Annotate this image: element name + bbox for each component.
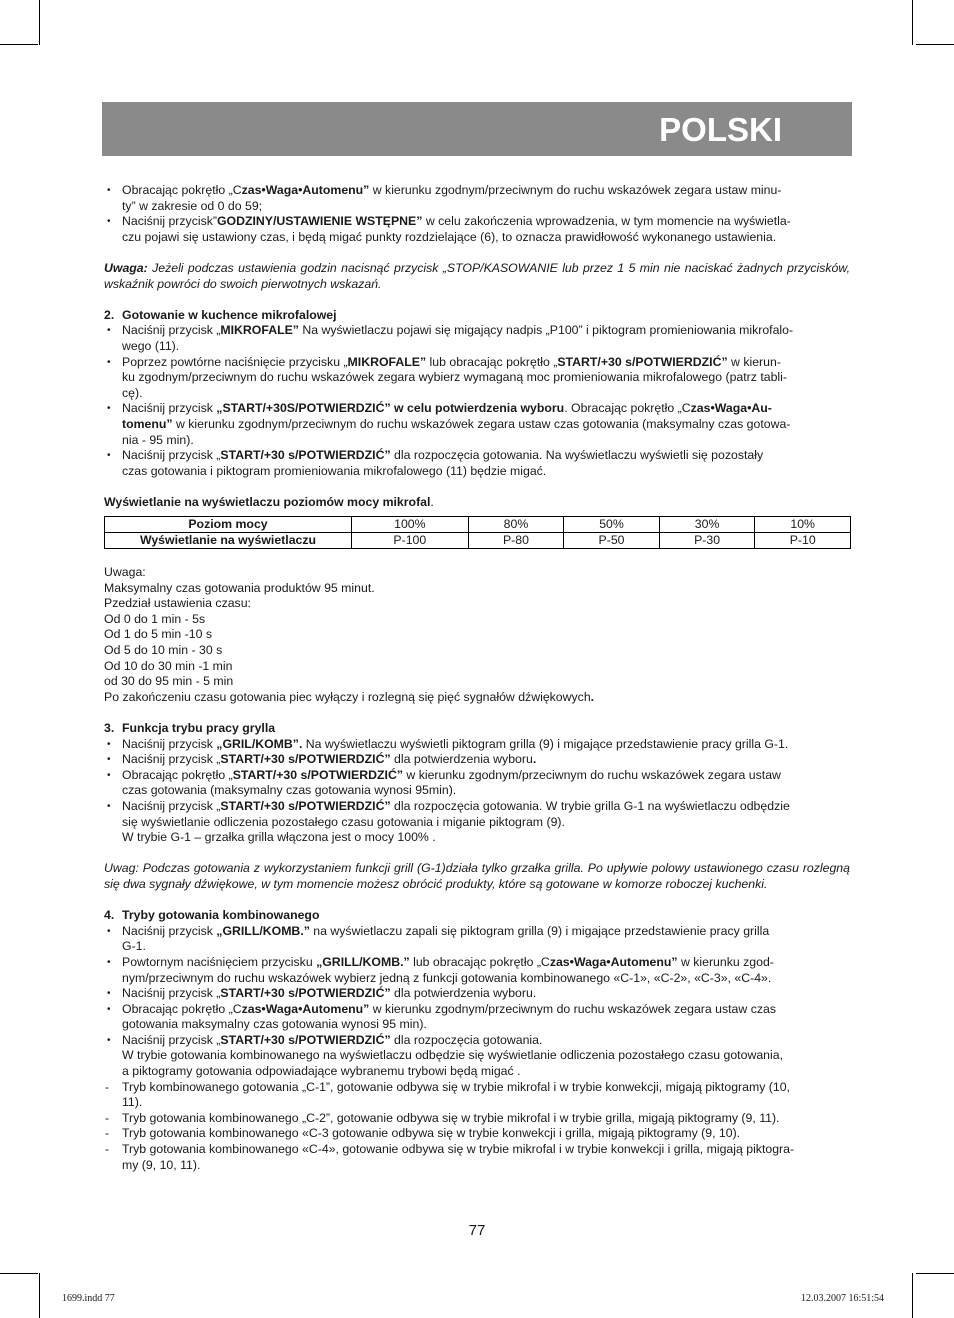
section-number: 2. <box>104 307 115 322</box>
text: nym/przeciwnym do ruchu wskazówek wybierz jedną z funkcji gotowania kombinowanego «C-1», «C-2», «C-3», «C-4». <box>122 970 772 985</box>
text: lub obracając pokrętło „ <box>426 354 558 369</box>
crop-mark <box>916 44 954 45</box>
text: tomenu” <box>122 416 173 431</box>
text: START/+30 s/POTWIERDZIĆ” <box>232 767 403 782</box>
text: lub obracając pokrętło „C <box>409 954 550 969</box>
text: Powtornym naciśnięciem przycisku <box>122 954 317 969</box>
text: Naciśnij przycisk „ <box>122 448 221 463</box>
text: „GRIL/KOMB”. <box>216 736 303 751</box>
table-cell: 10% <box>755 517 851 533</box>
section-heading <box>104 308 850 324</box>
footer-file-info: 1699.indd 77 <box>62 1293 115 1304</box>
table-cell: 80% <box>468 517 564 533</box>
table-row <box>105 533 851 549</box>
text: a piktogramy gotowania odpowiadające wybranemu trybowi będą migać . <box>122 1064 521 1079</box>
list-item <box>104 768 850 799</box>
text: zas•Waga•Automenu” <box>241 183 370 197</box>
text: w kierunku zgodnym/przeciwnym do ruchu wskazówek zegara ustaw minu- <box>369 183 782 197</box>
crop-mark <box>39 0 40 45</box>
footer-timestamp: 12.03.2007 16:51:54 <box>800 1293 884 1304</box>
power-level-table <box>104 516 851 549</box>
text: Naciśnij przycisk „ <box>122 798 221 813</box>
text: zas•Waga•Au- <box>690 401 772 416</box>
text-line: Od 1 do 5 min -10 s <box>104 627 212 642</box>
text: MIKROFALE” <box>347 354 427 369</box>
table-cell: 50% <box>564 517 660 533</box>
text: czas gotowania (maksymalny czas gotowania wynosi 95min). <box>122 783 457 798</box>
text: dla rozpoczęcia gotowania. Na wyświetlaczu wyświetli się pozostały <box>390 448 764 463</box>
text: Poprzez powtórne naciśnięcie przycisku „ <box>122 354 348 369</box>
table-header-cell: Poziom mocy <box>105 517 352 533</box>
crop-mark <box>916 1273 954 1274</box>
text: Naciśnij przycisk „ <box>122 1032 221 1047</box>
text: Tryb kombinowanego gotowania „C-1”, gotowanie odbywa się w trybie mikrofal i w trybie konwekcji, migają piktogramy (10, <box>122 1079 790 1094</box>
text: Naciśnij przycisk „ <box>122 752 221 767</box>
text: wego (11). <box>122 338 180 353</box>
page-number: 77 <box>468 1222 486 1239</box>
text-line: Pzedział ustawienia czasu: <box>104 596 251 611</box>
text: Jeżeli podczas ustawienia godzin nacisnąć przycisk „STOP/KASOWANIE lub przez 1 5 min nie naciskać żadnych przycisków, wskaźnik powróci do swoich pierwotnych wskazań. <box>104 260 850 291</box>
text: „GRILL/KOMB.” <box>216 923 310 938</box>
text: w kierunku zgodnym/przeciwnym do ruchu wskazówek zegara ustaw czas <box>369 1001 776 1016</box>
text: W trybie G-1 – grzałka grilla włączona jest o mocy 100% . <box>122 830 436 845</box>
crop-mark <box>912 0 913 45</box>
text: . <box>430 494 434 509</box>
text: zas•Waga•Automenu” <box>241 1001 370 1016</box>
text: Tryb gotowania kombinowanego «C-3 gotowanie odbywa się w trybie konwekcji i grilla, migają piktogramy (9, 10). <box>122 1126 741 1141</box>
text: . Obracając pokrętło „C <box>564 401 691 416</box>
list-item <box>104 355 850 402</box>
text: dla rozpoczęcia gotowania. W trybie grilla G-1 na wyświetlaczu odbędzie <box>390 798 790 813</box>
list-item <box>104 799 850 846</box>
document-body <box>104 183 850 1173</box>
text: Naciśnij przycisk „ <box>122 986 221 1001</box>
text: 11). <box>122 1095 143 1110</box>
text: w kierunku zgod- <box>677 954 774 969</box>
text: START/+30 s/POTWIERDZIĆ” <box>220 798 391 813</box>
text: START/+30 s/POTWIERDZIĆ” <box>220 448 391 463</box>
table-row <box>105 517 851 533</box>
list-item <box>104 1142 850 1173</box>
text-line: Od 0 do 1 min - 5s <box>104 611 206 626</box>
text: „GRILL/KOMB.” <box>316 954 410 969</box>
list-item <box>104 401 850 448</box>
list-item <box>104 924 850 955</box>
list-item <box>104 1080 850 1111</box>
list-item <box>104 448 850 479</box>
text: Tryb gotowania kombinowanego «C-4», gotowanie odbywa się w trybie mikrofal i w trybie konwekcji i grilla, migają piktogra- <box>122 1142 795 1157</box>
list-item <box>104 183 850 214</box>
text: w kierun- <box>727 354 781 369</box>
text: Wyświetlanie na wyświetlaczu poziomów mocy mikrofal <box>104 494 431 509</box>
text: ku zgodnym/przeciwnym do ruchu wskazówek zegara wybierz wymaganą moc promieniowania mikrofalowego (patrz tabli- <box>122 370 787 385</box>
text: Naciśnij przycisk „ <box>122 323 221 338</box>
text: Obracając pokrętło „ <box>122 767 233 782</box>
text: MIKROFALE” <box>220 323 299 338</box>
header-banner <box>102 102 852 156</box>
text-line: od 30 do 95 min - 5 min <box>104 674 234 689</box>
list-item <box>104 752 850 768</box>
text: cę). <box>122 385 143 400</box>
note <box>104 261 850 292</box>
text: dla potwierdzenia wyboru. <box>390 986 537 1001</box>
text: Naciśnij przycisk <box>122 923 217 938</box>
list-item <box>104 1002 850 1033</box>
text-line: Po zakończeniu czasu gotowania piec wyłączy i rozlegną się pięć sygnałów dźwiękowych. <box>104 689 595 704</box>
text: czu pojawi się ustawiony czas, i będą migać punkty rozdzielające (6), to oznacza prawidłowość wykonanego ustawienia. <box>122 229 777 244</box>
list-item <box>104 1126 850 1142</box>
list-item <box>104 986 850 1002</box>
table-caption <box>104 495 850 511</box>
table-cell: P-10 <box>755 533 851 549</box>
list-item <box>104 214 850 245</box>
list-item <box>104 1111 850 1127</box>
section-heading <box>104 908 850 924</box>
text: Naciśnij przycisk <box>122 736 217 751</box>
table-cell: 100% <box>352 517 469 533</box>
text: W trybie gotowania kombinowanego na wyświetlaczu odbędzie się wyświetlanie odliczenia pozostałego czasu gotowania, <box>122 1048 783 1063</box>
list-item <box>104 737 850 753</box>
list-item <box>104 323 850 354</box>
text: w kierunku zgodnym/przeciwnym do ruchu wskazówek zegara ustaw <box>402 767 781 782</box>
text: Obracając pokrętło „C <box>122 183 242 197</box>
table-cell: P-80 <box>468 533 564 549</box>
list-item <box>104 955 850 986</box>
text: . <box>532 752 537 767</box>
text: GODZINY/USTAWIENIE WSTĘPNE” <box>216 214 423 229</box>
table-cell: P-30 <box>659 533 755 549</box>
text: my (9, 10, 11). <box>122 1157 201 1172</box>
crop-mark <box>39 1273 40 1318</box>
table-header-cell: Wyświetlanie na wyświetlaczu <box>105 533 352 549</box>
section-heading <box>104 721 850 737</box>
text: dla rozpoczęcia gotowania. <box>390 1032 543 1047</box>
text: zas•Waga•Automenu” <box>549 954 678 969</box>
crop-mark <box>912 1273 913 1318</box>
section-number: 4. <box>104 908 115 923</box>
text: START/+30 s/POTWIERDZIĆ” <box>220 1032 391 1047</box>
text: START/+30 s/POTWIERDZIĆ” <box>220 986 391 1001</box>
text: dla potwierdzenia wyboru <box>390 752 533 767</box>
text: Obracając pokrętło „C <box>122 1001 242 1016</box>
text: czas gotowania i piktogram promieniowania mikrofalowego (11) będzie migać. <box>122 463 547 478</box>
table-cell: 30% <box>659 517 755 533</box>
text: Tryb gotowania kombinowanego „C-2”, gotowanie odbywa się w trybie mikrofal i w trybie grilla, migają piktogramy (9, 11). <box>122 1110 780 1125</box>
text: START/+30 s/POTWIERDZIĆ” <box>557 354 728 369</box>
text: gotowania maksymalny czas gotowania wynosi 95 min). <box>122 1017 427 1032</box>
text-line: Od 10 do 30 min -1 min <box>104 658 233 673</box>
page-title: POLSKI <box>659 111 782 148</box>
section-title: Gotowanie w kuchence mikrofalowej <box>122 307 337 322</box>
text: nia - 95 min). <box>122 432 194 447</box>
crop-mark <box>0 44 38 45</box>
text: na wyświetlaczu zapali się piktogram grilla (9) i migające przedstawienie pracy grilla <box>309 923 770 938</box>
section-number: 3. <box>104 721 115 735</box>
text: START/+30 s/POTWIERDZIĆ” <box>220 752 391 767</box>
crop-mark <box>0 1273 38 1274</box>
text: G-1. <box>122 939 146 954</box>
text: „START/+30S/POTWIERDZIĆ” w celu potwierdzenia wyboru <box>216 401 565 416</box>
table-cell: P-50 <box>564 533 660 549</box>
list-item <box>104 1033 850 1080</box>
text: Po zakończeniu czasu gotowania piec wyłączy i rozlegną się pięć sygnałów dźwiękowych <box>104 689 591 704</box>
text-line: Od 5 do 10 min - 30 s <box>104 643 223 658</box>
section-title: Funkcja trybu pracy grylla <box>122 721 276 735</box>
table-cell: P-100 <box>352 533 469 549</box>
text-line: Maksymalny czas gotowania produktów 95 minut. <box>104 580 375 595</box>
text: Na wyświetlaczu pojawi się migający nadpis „P100” i piktogram promieniowania mikrofalo- <box>298 323 794 338</box>
note: Uwag: Podczas gotowania z wykorzystaniem funkcji grill (G-1)działa tylko grzałka grilla. Po upływie polowy ustawionego czasu rozlegną się dwa sygnały dźwiękowe, w tym momencie możesz obrócić produkty, które są gotowane w komorze roboczej kuchenki. <box>104 861 850 891</box>
text: Naciśnij przycisk <box>122 401 217 416</box>
note-label: Uwaga: <box>104 260 148 275</box>
text-line: Uwaga: <box>104 565 146 580</box>
text: w celu zakończenia wprowadzenia, w tym momencie na wyświetla- <box>422 214 791 229</box>
text: Na wyświetlaczu wyświetli piktogram grilla (9) i migające przedstawienie pracy grilla G-1. <box>302 736 789 751</box>
text: Naciśnij przycisk” <box>122 214 217 229</box>
text: ty” w zakresie od 0 do 59; <box>122 198 263 213</box>
text: się wyświetlanie odliczenia pozostałego czasu gotowania i miganie piktogram (9). <box>122 814 565 829</box>
section-title: Tryby gotowania kombinowanego <box>122 908 320 923</box>
text: w kierunku zgodnym/przeciwnym do ruchu wskazówek zegara ustaw czas gotowania (maksymalny czas gotowa- <box>172 416 791 431</box>
